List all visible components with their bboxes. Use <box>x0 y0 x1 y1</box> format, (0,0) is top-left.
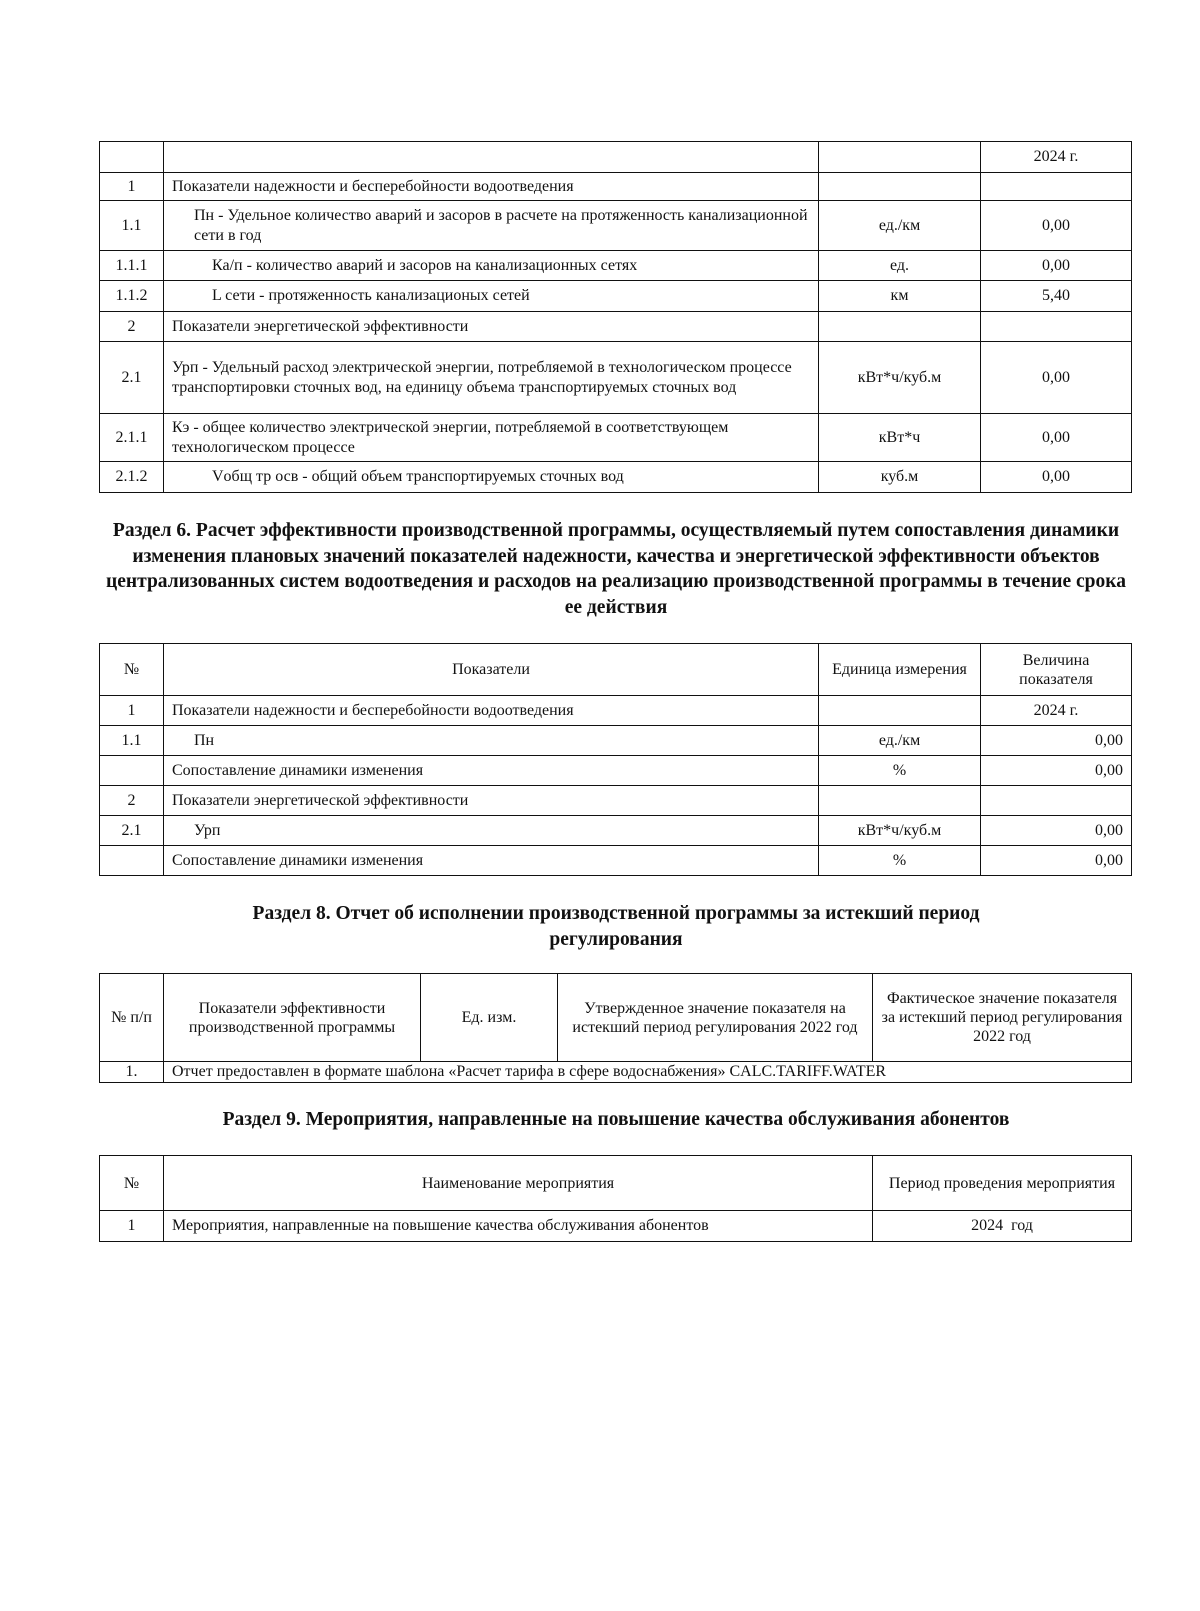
table-row: 1 Показатели надежности и бесперебойности водоотведения <box>100 173 1132 201</box>
table-row: 1 Показатели надежности и бесперебойности водоотведения 2024 г. <box>100 696 1132 726</box>
section6-heading: Раздел 6. Расчет эффективности производственной программы, осуществляемый путем сопоставления динамики изменения плановых значений показателей надежности, качества и энергетической эффективности объектов централизованных систем водоотведения и расходов на реализацию производственной программы в течение срока ее действия <box>106 520 1126 618</box>
table-row: 2.1 Урп кВт*ч/куб.м 0,00 <box>100 816 1132 846</box>
section8-table: № п/п Показатели эффективности производственной программы Ед. изм. Утвержденное значение показателя на истекший период регулирования 2022 год Фактическое значение показателя за истекший период регулирования 2022 год 1. Отчет предоставлен в формате шаблона «Расчет тарифа в сфере водоснабжения» CALC.TARIFF.WATER <box>99 973 1132 1083</box>
table-row: 2.1.1 Кэ - общее количество электрической энергии, потребляемой в соответствующем технологическом процессе кВт*ч 0,00 <box>100 414 1132 462</box>
section9-heading: Раздел 9. Мероприятия, направленные на повышение качества обслуживания абонентов <box>222 1109 1010 1130</box>
indicators-table <box>99 141 1132 493</box>
section9-table: № Наименование мероприятия Период проведения мероприятия 1 Мероприятия, направленные на повышение качества обслуживания абонентов 2024 год <box>99 1155 1132 1242</box>
table-row: Сопоставление динамики изменения % 0,00 <box>100 756 1132 786</box>
table-row: 2.1.2 Vобщ тр осв - общий объем транспортируемых сточных вод куб.м 0,00 <box>100 462 1132 493</box>
table-row: 2.1 Урп - Удельный расход электрической энергии, потребляемой в технологическом процессе транспортировки сточных вод, на единицу объема транспортируемых сточных вод кВт*ч/куб.м 0,00 <box>100 342 1132 414</box>
section8-heading: Раздел 8. Отчет об исполнении производственной программы за истекший период регулирования <box>252 903 980 950</box>
table-row: 1.1 Пн ед./км 0,00 <box>100 726 1132 756</box>
year-header: 2024 г. <box>981 142 1132 173</box>
table-row: Сопоставление динамики изменения % 0,00 <box>100 846 1132 876</box>
table-row: 1. Отчет предоставлен в формате шаблона «Расчет тарифа в сфере водоснабжения» CALC.TARIFF.WATER <box>100 1062 1132 1083</box>
table-row: 1 Мероприятия, направленные на повышение качества обслуживания абонентов 2024 год <box>100 1211 1132 1242</box>
table-row: 1.1.2 L сети - протяженность канализационых сетей км 5,40 <box>100 281 1132 312</box>
section6-table: № Показатели Единица измерения Величина показателя 1 Показатели надежности и бесперебойности водоотведения 2024 г. 1.1 Пн ед./км 0,00 Сопоставление динамики изменения % 0,00 2 Показатели энергетической эффективности 2.1 Урп кВт*ч/куб.м 0,00 Сопоставление динамики изменения % 0,00 <box>99 643 1132 876</box>
table-row: 2 Показатели энергетической эффективности <box>100 786 1132 816</box>
table-row: 2 Показатели энергетической эффективности <box>100 312 1132 342</box>
table-row: 1.1.1 Ка/п - количество аварий и засоров на канализационных сетях ед. 0,00 <box>100 251 1132 281</box>
table-row: 1.1 Пн - Удельное количество аварий и засоров в расчете на протяженность канализационной сети в год ед./км 0,00 <box>100 201 1132 251</box>
